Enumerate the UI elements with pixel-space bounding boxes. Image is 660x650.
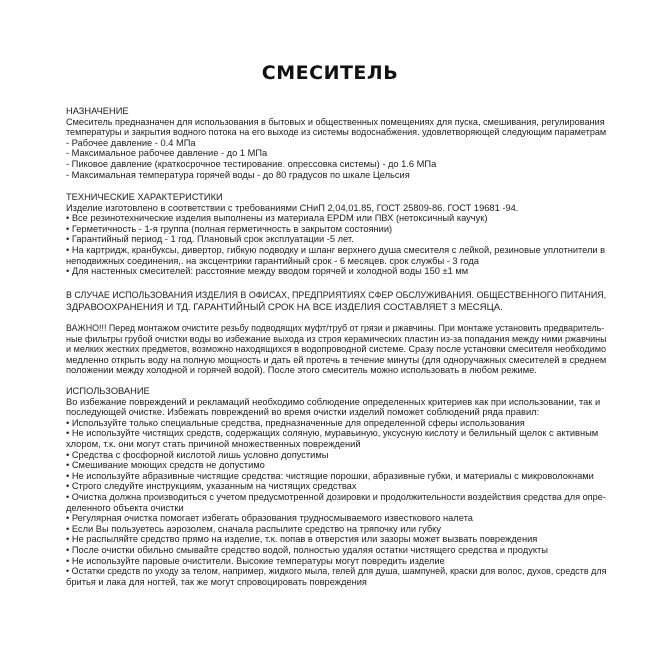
text-line: • Не используйте абразивные чистящие средства: чистящие порошки, абразивные губки, и материалы с микроволокнами (66, 470, 594, 481)
text-line: деленного объекта очистки (66, 502, 184, 513)
text-line: Смеситель предназначен для использования в бытовых и общественных помещениях для пуска, смешивания, регулирования (66, 116, 605, 127)
section-usage (66, 386, 606, 587)
text-line: последующей очистке. Избежать повреждений во время очистки изделий поможет соблюдений ряда правил: (66, 407, 540, 418)
page-title: СМЕСИТЕЛЬ (261, 62, 399, 84)
text-line: • Используйте только специальные средства, предназначенные для определенной сферы использования (66, 417, 525, 428)
text-line: бритья и лака для ногтей, так же могут спровоцировать повреждения (66, 576, 367, 587)
text-line: ные фильтры грубой очистки воды во избежание выхода из строя керамических пластин из-за попадания между ними ржавчины (66, 333, 607, 344)
text-line: неподвижных соединения,. на эксцентрики гарантийный срок - 6 месяцев. срок службы - 3 года (66, 255, 479, 266)
text-line: В СЛУЧАЕ ИСПОЛЬЗОВАНИЯ ИЗДЕЛИЯ В ОФИСАХ, ПРЕДПРИЯТИЯХ СФЕР ОБСЛУЖИВАНИЯ. ОБЩЕСТВЕННОГО ПИТАНИЯ, (66, 290, 607, 300)
text-line: • Все резинотехнические изделия выполнены из материала EPDM или ПВХ (нетоксичный каучук) (66, 213, 488, 224)
text-line: • Не используйте чистящих средств, содержащих соляную, муравьиную, уксусную кислоту и белильный щелок с активным (66, 428, 599, 439)
text-line: ЗДРАВООХРАНЕНИЯ И ТД. ГАРАНТИЙНЫЙ СРОК НА ВСЕ ИЗДЕЛИЯ СОСТАВЛЯЕТ 3 МЕСЯЦА. (66, 301, 503, 313)
section-heading: ИСПОЛЬЗОВАНИЕ (66, 386, 150, 396)
text-line: Изделие изготовлено в соответствии с требованиями СНиП 2,04,01.85, ГОСТ 25809-86. ГОСТ 19681 -94. (66, 202, 519, 213)
text-line: • Не распыляйте средство прямо на изделие, т.к. попав в отверстия или зазоры может вызвать повреждения (66, 534, 538, 545)
text-line: температуры и закрытия водного потока на его выходе из системы водоснабжения. удовлетворяющей следующим параметрам (66, 127, 607, 138)
text-line: положении между холодной и горячей водой). После этого смеситель можно использовать в любом режиме. (66, 365, 537, 376)
section-purpose (66, 106, 606, 180)
text-line: • Смешивание моющих средств не допустимо (66, 460, 265, 471)
text-line: ВАЖНО!!! Перед монтажом очистите резьбу подводящих муфт/труб от грязи и ржавчины. При монтаже установить предваритель- (66, 323, 605, 333)
text-line: • На картридж, кранбуксы, дивертор, гибкую подводку и шланг верхнего душа смесителя с лейкой, резиновые уплотнители в (66, 244, 606, 255)
text-line: • Герметичность - 1-я группа (полная герметичность в закрытом состоянии) (66, 223, 393, 234)
text-line: • Очистка должна производиться с учетом предусмотренной дозировки и продолжительности воздействия средства для опре- (66, 491, 606, 502)
text-line: • Если Вы пользуетесь аэрозолем, сначала распылите средство на тряпочку или губку (66, 523, 441, 534)
text-line: Во избежание повреждений и рекламаций необходимо соблюдение определенных критериев как при использовании, так и (66, 396, 601, 407)
text-line: - Максимальное рабочее давление - до 1 МПа (66, 148, 268, 159)
text-line: • Остатки средств по уходу за телом, например, жидкого мыла, гелей для душа, шампуней, краски для волос, духов, средств для (66, 566, 607, 577)
text-line: хлором, т.к. они могут стать причиной множественных повреждений (66, 438, 361, 449)
text-line: • Средства с фосфорной кислотой лишь условно допустимы (66, 449, 329, 460)
text-line: - Пиковое давление (краткосрочное тестирование. опрессовка системы) - до 1.6 МПа (66, 158, 437, 169)
section-important (66, 323, 606, 376)
text-line: и мелких жестких предметов, возможно находящихся в водопроводной системе. Сразу после установки смесителя необходимо (66, 344, 607, 355)
text-line: медленно открыть воду на полную мощность и дать ей протечь в течение минуты (для одноручажных смесителей в среднем (66, 354, 607, 365)
section-heading: НАЗНАЧЕНИЕ (66, 106, 129, 116)
section-warranty-notice (66, 290, 606, 313)
text-line: • Для настенных смесителей: расстояние между вводом горячей и холодной воды 150 ±1 мм (66, 266, 469, 277)
text-line: • После очистки обильно смывайте средство водой, полностью удаляя остатки чистящего средства и продукты (66, 544, 548, 555)
text-line: - Рабочее давление - 0.4 МПа (66, 137, 196, 148)
text-line: • Регулярная очистка помогает избегать образования трудносмываемого известкового налета (66, 513, 473, 524)
text-line: • Гарантийный период - 1 год. Плановый срок эксплуатации -5 лет. (66, 234, 354, 245)
text-line: - Максимальная температура горячей воды - до 80 градусов по шкале Цельсия (66, 169, 410, 180)
text-line: • Не используйте паровые очистители. Высокие температуры могут повредить изделие (66, 555, 445, 566)
section-specs (66, 192, 606, 277)
text-line: • Строго следуйте инструкциям, указанным на чистящих средствах (66, 481, 357, 492)
section-heading: ТЕХНИЧЕСКИЕ ХАРАКТЕРИСТИКИ (66, 192, 223, 202)
